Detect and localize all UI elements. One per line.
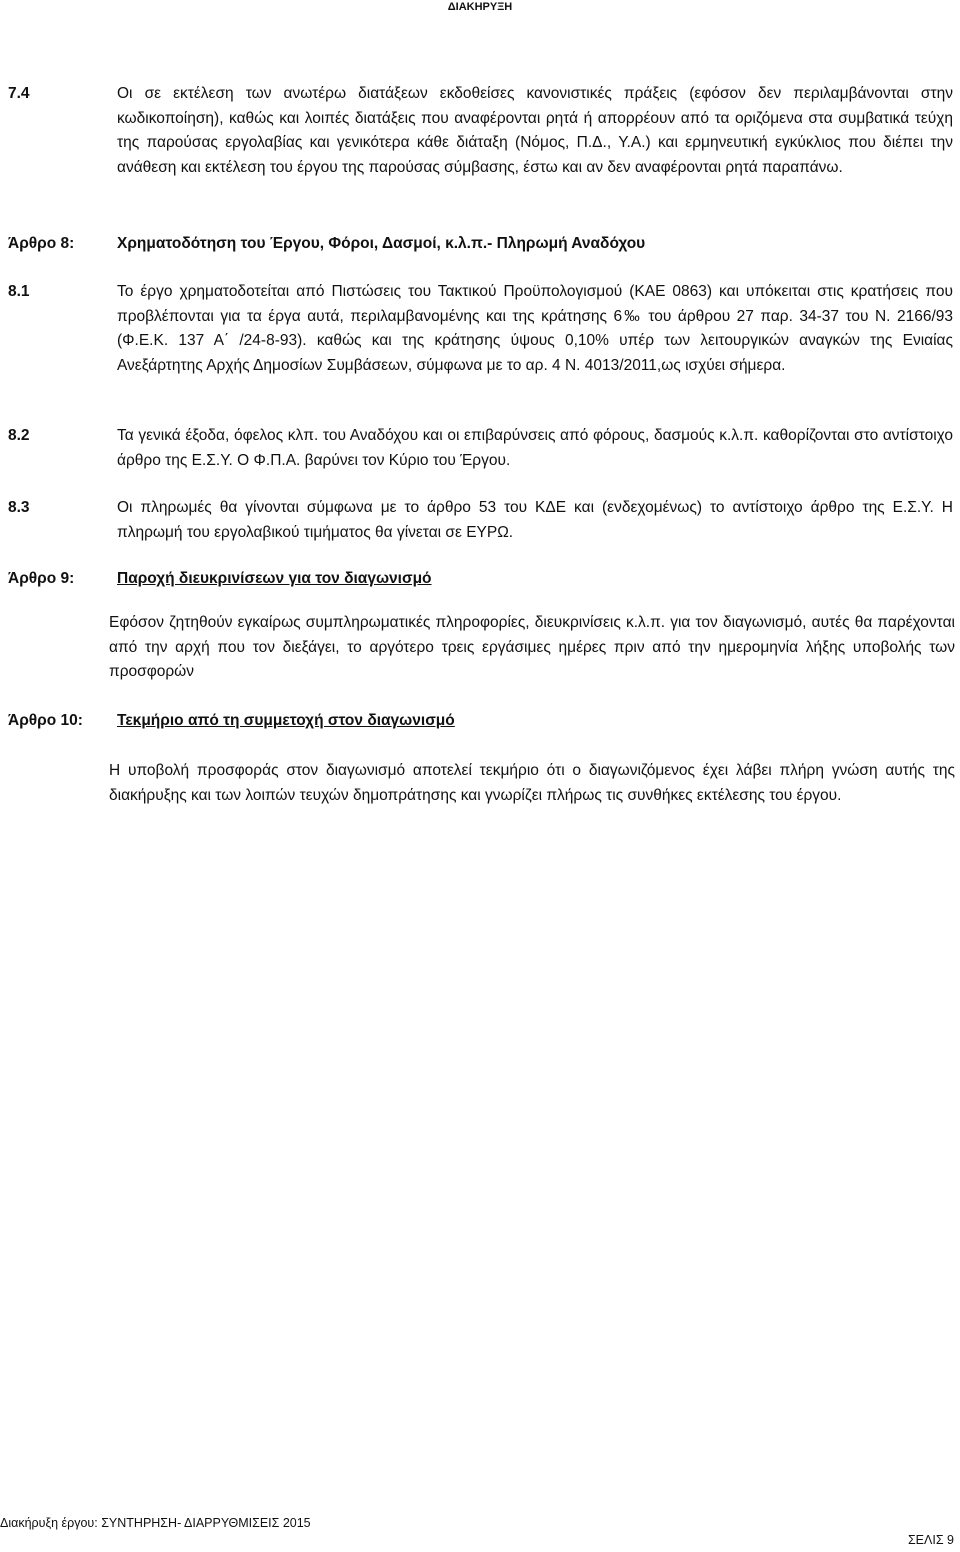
article-title: Παροχή διευκρινίσεων για τον διαγωνισμό [117, 570, 432, 587]
article-label: Άρθρο 8: [8, 235, 75, 252]
article-title: Χρηματοδότηση του Έργου, Φόροι, Δασμοί, κ.λ.π.- Πληρωμή Αναδόχου [117, 235, 646, 252]
article-label: Άρθρο 10: [8, 712, 83, 729]
article-9-text: Εφόσον ζητηθούν εγκαίρως συμπληρωματικές πληροφορίες, διευκρινίσεις κ.λ.π. για τον διαγωνισμό, αυτές θα παρέχονται από την αρχή που τον διεξάγει, το αργότερο τρεις εργάσιμες ημέρες πριν από την ημερομηνία λήξης υποβολής των προσφορών [109, 614, 955, 680]
section-number: 8.2 [8, 427, 30, 444]
document-header: ΔΙΑΚΗΡΥΞΗ [447, 1, 513, 13]
footer-page-number: ΣΕΛΙΣ 9 [907, 1533, 954, 1547]
footer-project-title: Διακήρυξη έργου: ΣΥΝΤΗΡΗΣΗ- ΔΙΑΡΡΥΘΜΙΣΕΙΣ 2015 [0, 1516, 311, 1530]
section-number: 8.1 [8, 283, 30, 300]
section-text: Οι σε εκτέλεση των ανωτέρω διατάξεων εκδοθείσες κανονιστικές πράξεις (εφόσον δεν περιλαμβάνονται στην κωδικοποίηση), καθώς και λοιπές διατάξεις που αναφέρονται ρητά ή απορρέουν από τα οριζόμενα στα συμβατικά τεύχη της παρούσας εργολαβίας και γενικότερα κάθε διάταξη (Νόμος, Π.Δ., Υ.Α.) και ερμηνευτική εγκύκλιος που διέπει την ανάθεση και εκτέλεση του έργου της παρούσας σύμβασης, έστω και αν δεν αναφέρονται ρητά παραπάνω. [117, 85, 953, 176]
article-title: Τεκμήριο από τη συμμετοχή στον διαγωνισμό [117, 712, 455, 729]
section-text: Οι πληρωμές θα γίνονται σύμφωνα με το άρθρο 53 του ΚΔΕ και (ενδεχομένως) το αντίστοιχο άρθρο της Ε.Σ.Υ. Η πληρωμή του εργολαβικού τιμήματος θα γίνεται σε ΕΥΡΩ. [117, 499, 953, 541]
section-text: Τα γενικά έξοδα, όφελος κλπ. του Αναδόχου και οι επιβαρύνσεις από φόρους, δασμούς κ.λ.π. καθορίζονται στο αντίστοιχο άρθρο της Ε.Σ.Υ. Ο Φ.Π.Α. βαρύνει τον Κύριο του Έργου. [117, 427, 953, 469]
section-number: 8.3 [8, 499, 30, 516]
article-10-text: Η υποβολή προσφοράς στον διαγωνισμό αποτελεί τεκμήριο ότι ο διαγωνιζόμενος έχει λάβει πλήρη γνώση αυτής της διακήρυξης και των λοιπών τευχών δημοπράτησης και γνωρίζει πλήρως τις συνθήκες εκτέλεσης του έργου. [109, 762, 955, 804]
section-text: Το έργο χρηματοδοτείται από Πιστώσεις του Τακτικού Προϋπολογισμού (ΚΑΕ 0863) και υπόκειται στις κρατήσεις που προβλέπονται για τα έργα αυτά, περιλαμβανομένης και της κράτησης 6‰ του άρθρου 27 παρ. 34-37 του Ν. 2166/93 (Φ.Ε.Κ. 137 Α΄ /24-8-93). καθώς και της κράτησης ύψους 0,10% υπέρ των λειτουργικών αναγκών της Ενιαίας Ανεξάρτητης Αρχής Δημοσίων Συμβάσεων, σύμφωνα με το αρ. 4 Ν. 4013/2011,ως ισχύει σήμερα. [117, 283, 953, 374]
section-number: 7.4 [8, 85, 30, 102]
article-label: Άρθρο 9: [8, 570, 75, 587]
